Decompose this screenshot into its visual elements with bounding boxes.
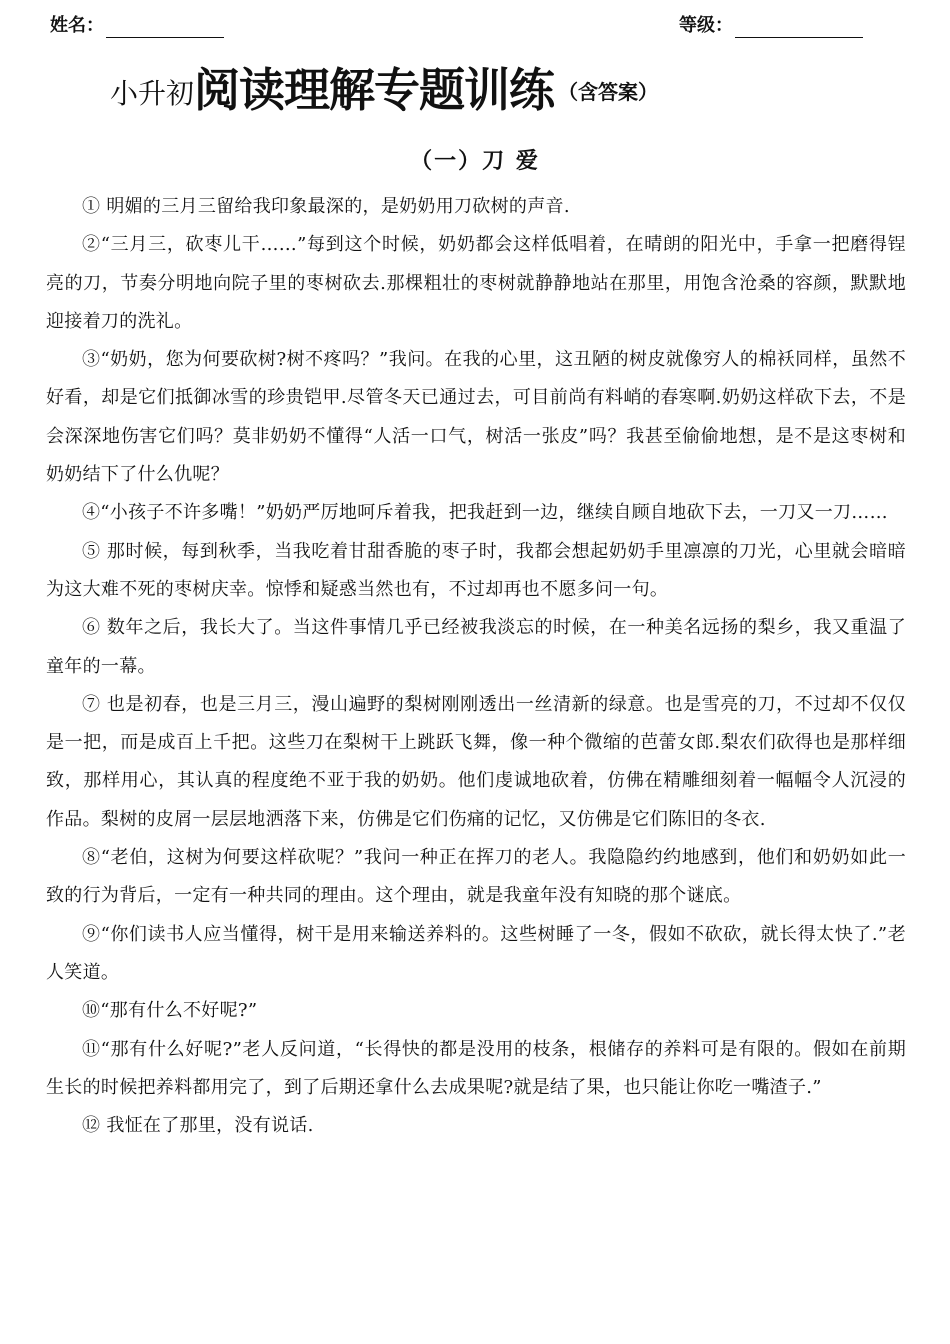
grade-field xyxy=(679,14,863,38)
name-label: 姓名： xyxy=(50,15,104,36)
title-main: 阅读理解专题训练 xyxy=(194,63,555,117)
paragraph-4: ④“小孩子不许多嘴！”奶奶严厉地呵斥着我，把我赶到一边，继续自顾自地砍下去，一刀又一刀…… xyxy=(82,502,888,524)
paragraph-9: ⑨“你们读书人应当懂得，树干是用来输送养料的。这些树睡了一冬，假如不砍砍，就长得太快了.”老人笑道。 xyxy=(46,923,906,983)
paragraph-10: ⑩“那有什么不好呢?” xyxy=(82,1000,258,1022)
paragraph-6: ⑥ 数年之后，我长大了。当这件事情几乎已经被我淡忘的时候，在一种美名远扬的梨乡，我又重温了童年的一幕。 xyxy=(46,617,906,677)
page-title xyxy=(110,62,658,118)
paragraph-5: ⑤ 那时候，每到秋季，当我吃着甘甜香脆的枣子时，我都会想起奶奶手里凛凛的刀光，心里就会暗暗为这大难不死的枣树庆幸。惊悸和疑惑当然也有，不过却再也不愿多问一句。 xyxy=(46,540,906,600)
paragraph-3: ③“奶奶，您为何要砍树?树不疼吗？”我问。在我的心里，这丑陋的树皮就像穷人的棉袄同样，虽然不好看，却是它们抵御冰雪的珍贵铠甲.尽管冬天已通过去，可目前尚有料峭的春寒啊.奶奶这样砍下去，不是会深深地伤害它们吗？莫非奶奶不懂得“人活一口气，树活一张皮”吗？我甚至偷偷地想，是不是这枣树和奶奶结下了什么仇呢？ xyxy=(46,349,906,486)
title-prefix: 小升初 xyxy=(110,77,195,110)
title-suffix: （含答案） xyxy=(558,80,659,104)
paragraph-11: ⑪“那有什么好呢?”老人反问道，“长得快的都是没用的枝条，根储存的养料可是有限的。假如在前期生长的时候把养料都用完了，到了后期还拿什么去成果呢?就是结了果，也只能让你吃一嘴渣子.” xyxy=(46,1038,906,1098)
paragraph-7: ⑦ 也是初春，也是三月三，漫山遍野的梨树刚刚透出一丝清新的绿意。也是雪亮的刀，不过却不仅仅是一把，而是成百上千把。这些刀在梨树干上跳跃飞舞，像一种个微缩的芭蕾女郎.梨农们砍得也是那样细致，那样用心，其认真的程度绝不亚于我的奶奶。他们虔诚地砍着，仿佛在精雕细刻着一幅幅令人沉浸的作品。梨树的皮屑一层层地洒落下来，仿佛是它们伤痛的记忆，又仿佛是它们陈旧的冬衣. xyxy=(46,693,906,830)
paragraph-8: ⑧“老伯，这树为何要这样砍呢？”我问一种正在挥刀的老人。我隐隐约约地感到，他们和奶奶如此一致的行为背后，一定有一种共同的理由。这个理由，就是我童年没有知晓的那个谜底。 xyxy=(46,847,906,907)
grade-blank-line[interactable] xyxy=(735,17,863,38)
article-body xyxy=(46,188,906,1145)
paragraph-12: ⑫ 我怔在了那里，没有说话. xyxy=(82,1115,314,1137)
grade-label: 等级： xyxy=(679,15,733,36)
name-field xyxy=(50,14,224,38)
name-blank-line[interactable] xyxy=(106,17,224,38)
section-title: （一）刀 爱 xyxy=(410,148,540,174)
paragraph-1: ① 明媚的三月三留给我印象最深的，是奶奶用刀砍树的声音. xyxy=(82,196,570,217)
paragraph-2: ②“三月三，砍枣儿干……”每到这个时候，奶奶都会这样低唱着，在晴朗的阳光中，手拿一把磨得锃亮的刀，节奏分明地向院子里的枣树砍去.那棵粗壮的枣树就静静地站在那里，用饱含沧桑的容颜，默默地迎接着刀的洗礼。 xyxy=(46,234,906,332)
